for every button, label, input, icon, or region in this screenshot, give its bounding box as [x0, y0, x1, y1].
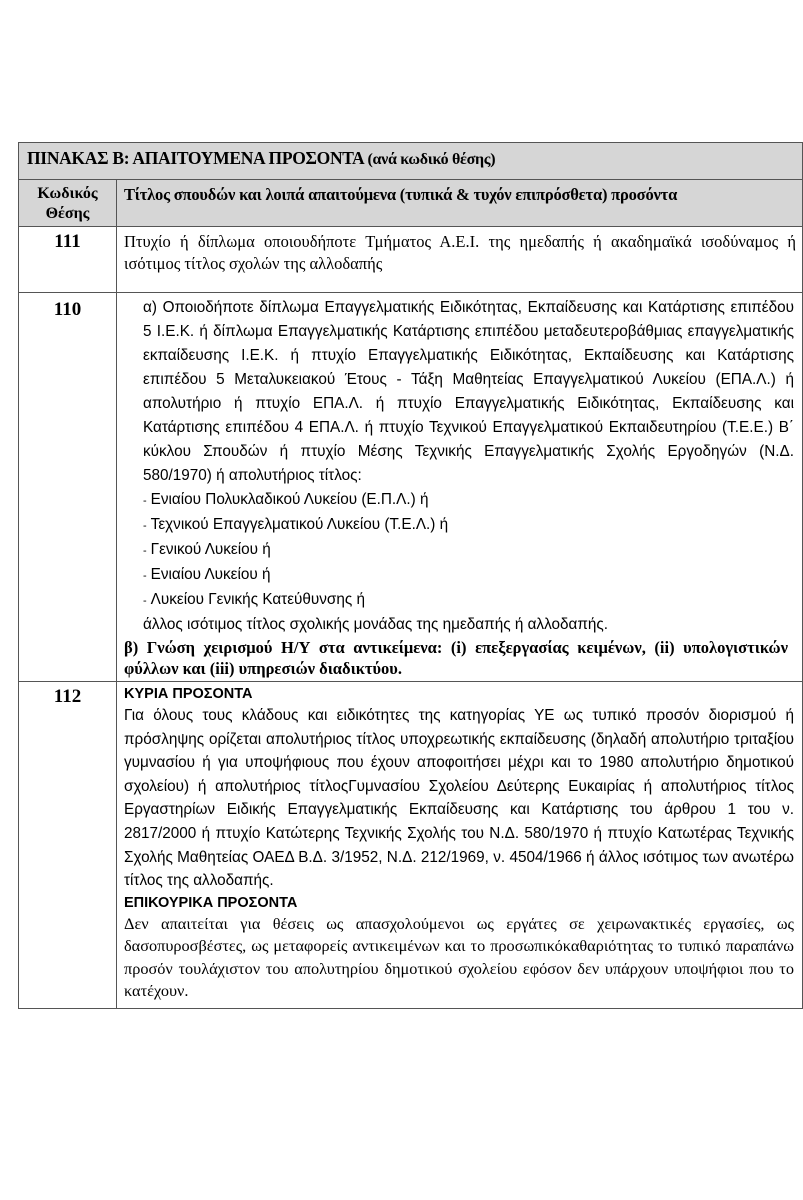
- aux-qualifications-text: Δεν απαιτείται για θέσεις ως απασχολούμενοι ως εργάτες σε χειρωνακτικές εργασίες, ως δασοπυροσβέστες, ως μεταφορείς αντικειμένων και το προσωπικόκαθαριότητας το τυπικό παραπάνω προσόν τουλάχιστον του απολυτηρίου δημοτικού σχολείου εφόσον δεν υπάρχουν υποψήφιοι που το κατέχουν.: [124, 913, 794, 1000]
- alpha-paragraph: α) Οποιοδήποτε δίπλωμα Επαγγελματικής Ειδικότητας, Εκπαίδευσης και Κατάρτισης επιπέδου 5 Ι.Ε.Κ. ή δίπλωμα Επαγγελματικής Κατάρτισης επιπέδου μεταδευτεροβάθμιας επαγγελματικής εκπαίδευσης Ι.Ε.Κ. ή πτυχίο Επαγγελματικής Ειδικότητας, Εκπαίδευσης και Κατάρτισης επιπέδου 5 Μεταλυκειακού Έτους - Τάξη Μαθητείας Επαγγελματικού Λυκείου (ΕΠΑ.Λ.) ή απολυτήριο ή πτυχίο ΕΠΑ.Λ. ή πτυχίο Επαγγελματικής Ειδικότητας, Εκπαίδευσης και Κατάρτισης επιπέδου 4 ΕΠΑ.Λ. ή πτυχίο Τεχνικού Επαγγελματικού Εκπαιδευτηρίου (Τ.Ε.Ε.) Β΄ κύκλου Σπουδών ή πτυχίο Μέσης Τεχνικής Επαγγελματικής Σχολής Εργοδηγών (Ν.Δ. 580/1970) ή απολυτήριος τίτλος:: [143, 299, 794, 484]
- table-title: [19, 143, 803, 180]
- list-item: - Τεχνικού Επαγγελματικού Λυκείου (Τ.Ε.Λ.) ή: [143, 516, 449, 533]
- row-code: 111: [19, 227, 117, 293]
- table-title-text: ΠΙΝΑΚΑΣ Β: ΑΠΑΙΤΟΥΜΕΝΑ ΠΡΟΣΟΝΤΑ: [27, 148, 364, 168]
- row-content: [117, 293, 803, 682]
- row-code: 112: [19, 682, 117, 1009]
- row-content: [117, 682, 803, 1009]
- header-code: Κωδικός Θέσης: [19, 180, 117, 227]
- row-text: Πτυχίο ή δίπλωμα οποιουδήποτε Τμήματος Α.Ε.Ι. της ημεδαπής ή ακαδημαϊκά ισοδύναμος ή ισότιμος τίτλος σχολών της αλλοδαπής: [117, 227, 803, 293]
- table-row-110: [19, 293, 803, 682]
- table-header-row: [19, 180, 803, 227]
- row-code: 110: [19, 293, 117, 682]
- beta-paragraph: β) Γνώση χειρισμού Η/Υ στα αντικείμενα: (i) επεξεργασίας κειμένων, (ii) υπολογιστικών φύλλων και (iii) υπηρεσιών διαδικτύου.: [124, 638, 788, 678]
- tail-text: άλλος ισότιμος τίτλος σχολικής μονάδας της ημεδαπής ή αλλοδαπής.: [143, 616, 609, 633]
- requirements-table: [18, 142, 803, 1009]
- table-title-suffix: (ανά κωδικό θέσης): [367, 151, 496, 168]
- main-qualifications-heading: ΚΥΡΙΑ ΠΡΟΣΟΝΤΑ: [124, 686, 253, 702]
- list-item: - Ενιαίου Λυκείου ή: [143, 566, 271, 583]
- main-qualifications-text: Για όλους τους κλάδους και ειδικότητες της κατηγορίας ΥΕ ως τυπικό προσόν διορισμού ή πρόσληψης ορίζεται απολυτήριος τίτλος υποχρεωτικής εκπαίδευσης (δηλαδή απολυτήριο τριταξίου γυμνασίου ή για υποψήφιους που έχουν αποφοιτήσει μέχρι και το 1980 απολυτήριο δημοτικού σχολείου) ή απολυτήριος τίτλοςΓυμνασίου Σχολείου Δεύτερης Ευκαιρίας ή απολυτήριος τίτλος Εργαστηρίων Ειδικής Επαγγελματικής Εκπαίδευσης και Κατάρτισης του άρθρου 1 του ν. 2817/2000 ή πτυχίο Κατώτερης Τεχνικής Σχολής του Ν.Δ. 580/1970 ή πτυχίο Κατωτέρας Τεχνικής Σχολής Μαθητείας ΟΑΕΔ Β.Δ. 3/1952, Ν.Δ. 212/1969, ν. 4504/1966 ή άλλος ισότιμος των ανωτέρω τίτλος της αλλοδαπής.: [124, 707, 794, 890]
- aux-qualifications-heading: ΕΠΙΚΟΥΡΙΚΑ ΠΡΟΣΟΝΤΑ: [124, 894, 298, 911]
- list-item: - Λυκείου Γενικής Κατεύθυνσης ή: [143, 591, 365, 608]
- table-row-112: [19, 682, 803, 1009]
- list-item: - Ενιαίου Πολυκλαδικού Λυκείου (Ε.Π.Λ.) ή: [143, 491, 429, 508]
- header-requirements: Τίτλος σπουδών και λοιπά απαιτούμενα (τυπικά & τυχόν επιπρόσθετα) προσόντα: [117, 180, 803, 227]
- table-row-111: [19, 227, 803, 293]
- list-item: - Γενικού Λυκείου ή: [143, 541, 271, 558]
- table-title-row: [19, 143, 803, 180]
